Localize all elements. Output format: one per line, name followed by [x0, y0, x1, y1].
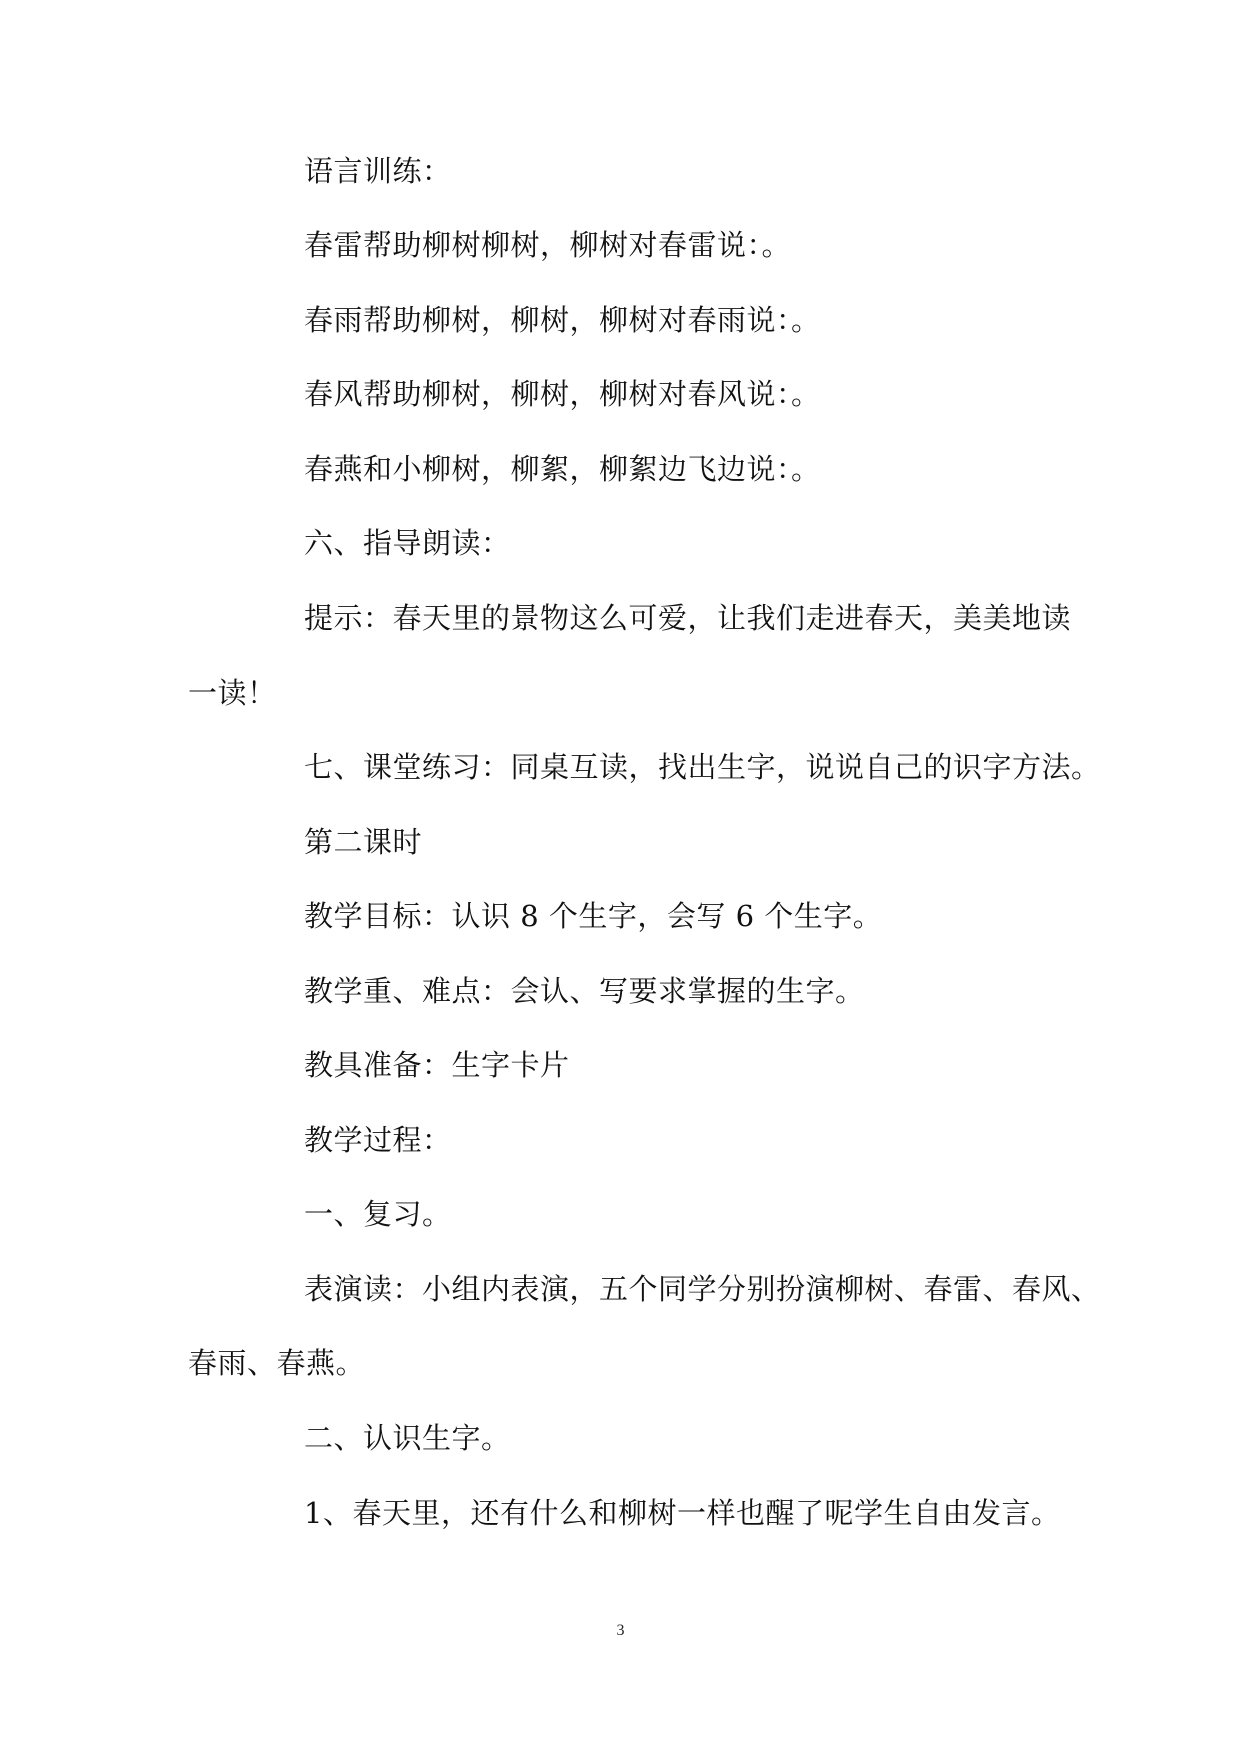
section-heading: 二、认识生字。 — [304, 1421, 511, 1455]
text-line: 教学目标：认识 8 个生字，会写 6 个生字。 — [304, 899, 883, 933]
text-line: 语言训练： — [304, 154, 452, 188]
text-line: 教学重、难点：会认、写要求掌握的生字。 — [304, 974, 865, 1008]
page-number: 3 — [616, 1622, 625, 1639]
section-heading: 一、复习。 — [304, 1197, 452, 1231]
text-line-continuation: 春雨、春燕。 — [188, 1346, 366, 1380]
text-line: 提示：春天里的景物这么可爱，让我们走进春天，美美地读 — [304, 601, 1072, 635]
text-line: 春燕和小柳树，柳絮，柳絮边飞边说：。 — [304, 452, 821, 486]
text-line: 表演读：小组内表演，五个同学分别扮演柳树、春雷、春风、 — [304, 1272, 1101, 1306]
text-line: 春风帮助柳树，柳树，柳树对春风说：。 — [304, 377, 821, 411]
text-line: 教具准备：生字卡片 — [304, 1048, 570, 1082]
lesson-heading: 第二课时 — [304, 825, 423, 859]
text-line-continuation: 一读！ — [188, 676, 277, 710]
text-line: 春雨帮助柳树，柳树，柳树对春雨说：。 — [304, 303, 821, 337]
section-heading: 六、指导朗读： — [304, 526, 511, 560]
text-line: 教学过程： — [304, 1123, 452, 1157]
text-line: 1、春天里，还有什么和柳树一样也醒了呢学生自由发言。 — [304, 1496, 1061, 1530]
section-heading: 七、课堂练习：同桌互读，找出生字，说说自己的识字方法。 — [304, 750, 1101, 784]
text-line: 春雷帮助柳树柳树，柳树对春雷说：。 — [304, 228, 792, 262]
